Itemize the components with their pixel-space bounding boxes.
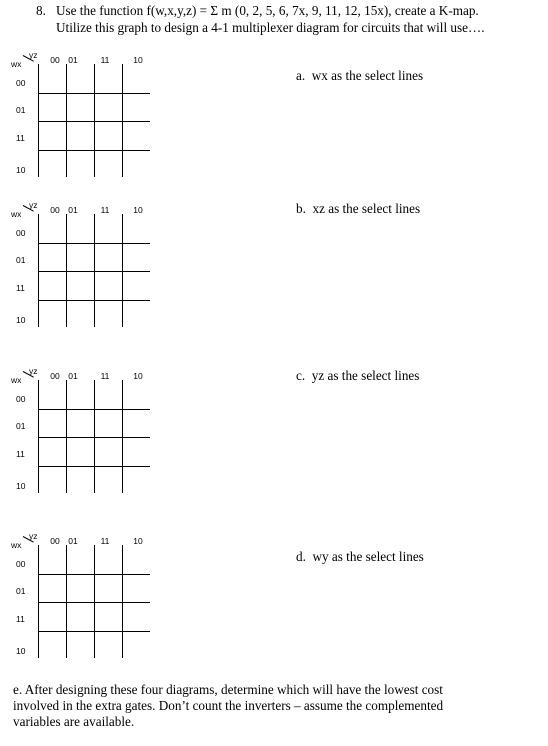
kmap-row-label: 10 — [16, 315, 26, 325]
part-e-line-1: e. After designing these four diagrams, determine which will have the lowest cost — [13, 682, 443, 697]
kmap-row-label: 01 — [16, 105, 26, 115]
kmap-d — [0, 531, 170, 681]
part-e — [13, 682, 533, 730]
kmap-a — [0, 50, 170, 200]
question-line-2: Utilize this graph to design a 4-1 multiplexer diagram for circuits that will use…. — [56, 20, 485, 35]
kmap-row-label: 00 — [16, 78, 26, 88]
kmap-col-label: 01 — [68, 205, 78, 215]
kmap-col-label: 00 — [50, 371, 60, 381]
kmap-col-variable: yz — [29, 50, 38, 60]
kmap-row-label: 10 — [16, 646, 26, 656]
kmap-col-label: 01 — [68, 55, 78, 65]
kmap-row-label: 00 — [16, 559, 26, 569]
kmap-col-label: 00 — [50, 55, 60, 65]
option-b — [296, 200, 420, 217]
option-text: yz as the select lines — [311, 368, 420, 383]
kmap-row-label: 11 — [16, 449, 25, 459]
kmap-row-label: 11 — [16, 614, 25, 624]
kmap-grid — [38, 64, 150, 177]
kmap-grid — [38, 545, 150, 658]
option-label: d. — [296, 549, 306, 564]
part-e-line-3: variables are available. — [13, 714, 135, 729]
option-c — [296, 367, 419, 384]
kmap-row-label: 10 — [16, 481, 26, 491]
kmap-b — [0, 200, 170, 350]
kmap-row-label: 10 — [16, 165, 26, 175]
kmap-col-label: 00 — [50, 536, 60, 546]
question-text — [56, 2, 541, 36]
kmap-col-label: 10 — [133, 371, 143, 381]
kmap-col-label: 10 — [133, 536, 143, 546]
kmap-col-variable: yz — [29, 366, 38, 376]
kmap-col-variable: yz — [29, 200, 38, 210]
option-label: a. — [296, 68, 306, 83]
kmap-row-label: 11 — [16, 133, 25, 143]
kmap-row-variable: wx — [11, 209, 22, 219]
kmap-c — [0, 366, 170, 516]
kmap-row-variable: wx — [11, 59, 22, 69]
question-line-1: Use the function f(w,x,y,z) = Σ m (0, 2, 5, 6, 7x, 9, 11, 12, 15x), create a K-map. — [56, 3, 479, 18]
option-text: wx as the select lines — [311, 68, 424, 83]
option-label: b. — [296, 201, 306, 216]
kmap-col-label: 11 — [100, 205, 110, 215]
kmap-col-label: 11 — [100, 371, 110, 381]
kmap-row-label: 01 — [16, 586, 26, 596]
option-d — [296, 548, 424, 565]
kmap-col-label: 11 — [100, 55, 110, 65]
kmap-row-label: 00 — [16, 394, 26, 404]
kmap-row-label: 00 — [16, 228, 26, 238]
kmap-row-variable: wx — [11, 540, 22, 550]
option-a — [296, 67, 423, 84]
kmap-grid — [38, 214, 150, 327]
option-label: c. — [296, 368, 306, 383]
kmap-col-label: 00 — [50, 205, 60, 215]
kmap-col-label: 01 — [68, 536, 78, 546]
kmap-col-label: 11 — [100, 536, 110, 546]
kmap-col-label: 01 — [68, 371, 78, 381]
kmap-row-label: 01 — [16, 421, 26, 431]
question-number: 8. — [36, 3, 46, 18]
kmap-row-label: 11 — [16, 283, 25, 293]
kmap-col-label: 10 — [133, 205, 143, 215]
kmap-row-variable: wx — [11, 375, 22, 385]
option-text: wy as the select lines — [312, 549, 424, 564]
kmap-grid — [38, 380, 150, 493]
kmap-col-variable: yz — [29, 531, 38, 541]
kmap-col-label: 10 — [133, 55, 143, 65]
option-text: xz as the select lines — [312, 201, 421, 216]
kmap-row-label: 01 — [16, 255, 26, 265]
part-e-line-2: involved in the extra gates. Don’t count the inverters – assume the complemented — [13, 698, 444, 713]
